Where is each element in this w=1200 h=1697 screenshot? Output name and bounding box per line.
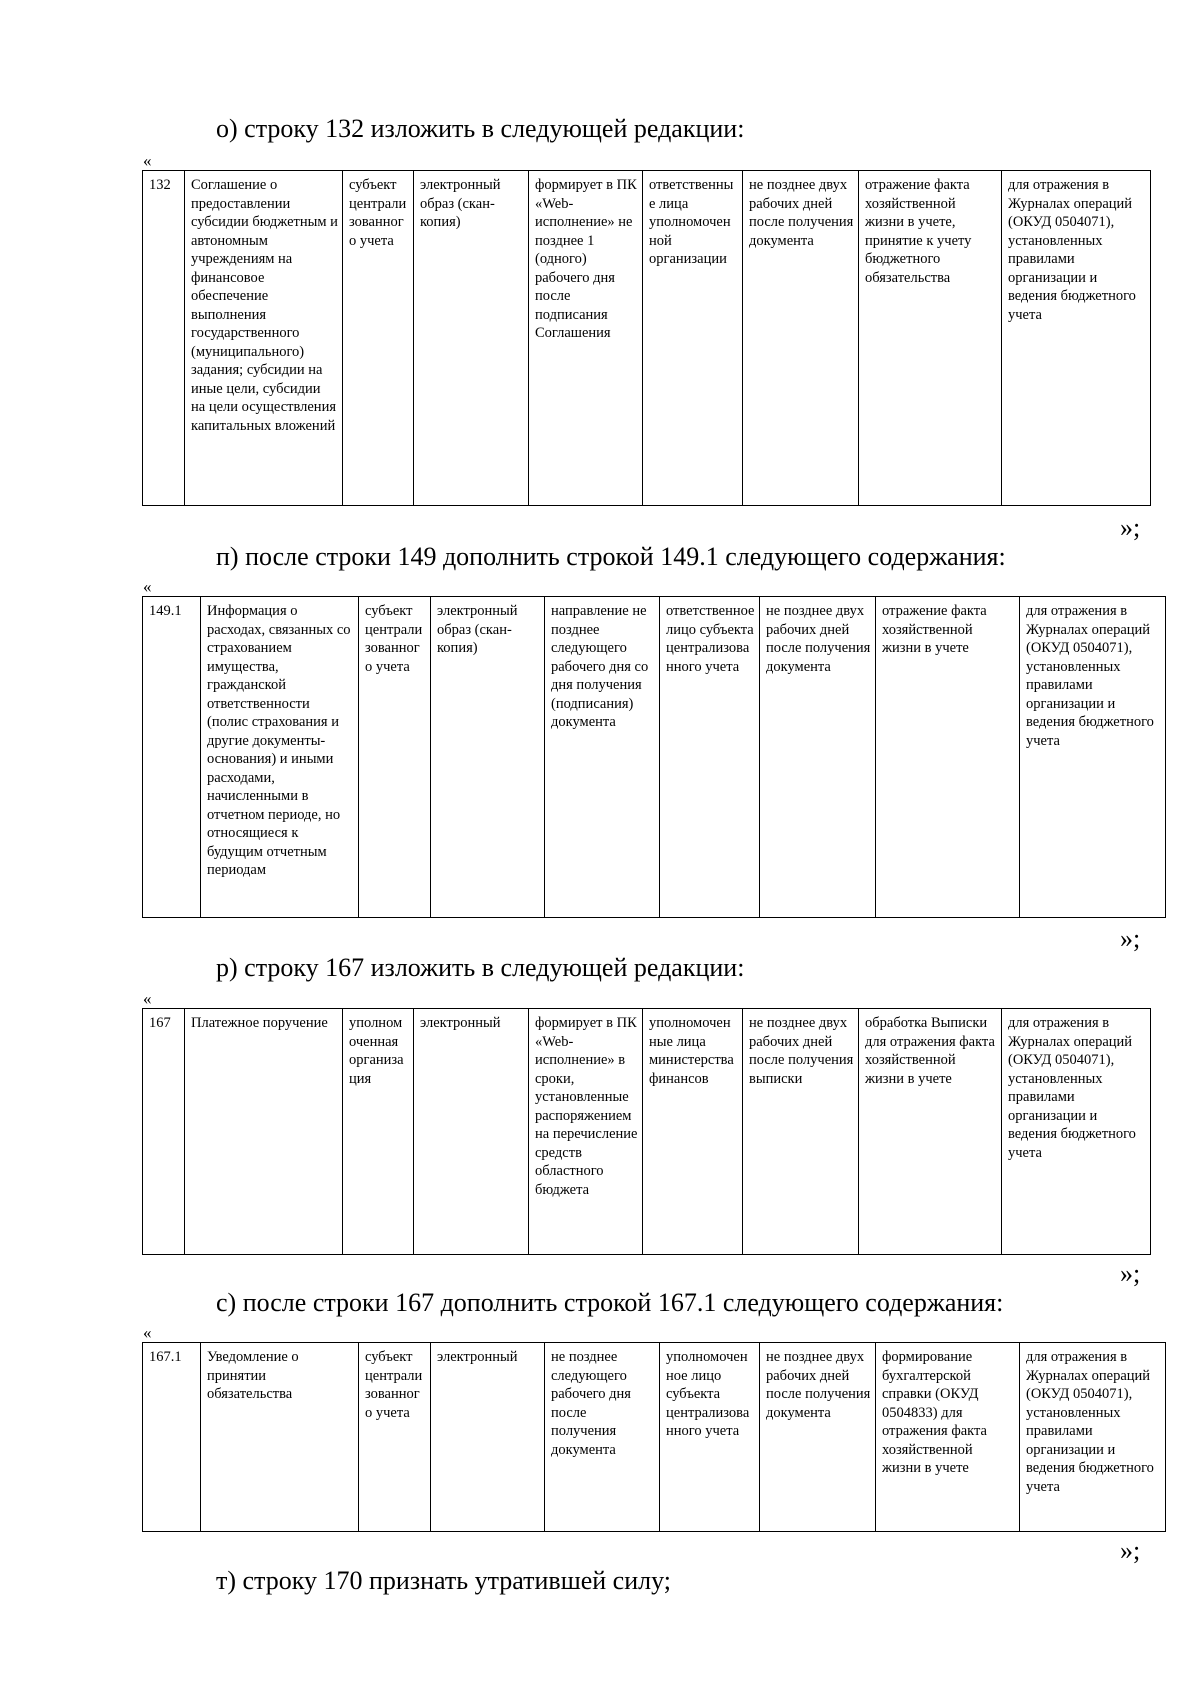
table-row [143,1343,1166,1532]
item-heading: п) после строки 149 дополнить строкой 149.1 следующего содержания: [216,542,1006,571]
document-name-cell: Платежное поручение [185,1009,343,1255]
processing-term-cell: не позднее двух рабочих дней после получения выписки [743,1009,859,1255]
document-name-cell: Уведомление о принятии обязательства [201,1343,359,1532]
format-cell: электронный образ (скан-копия) [414,171,529,506]
format-cell: электронный образ (скан-копия) [431,597,545,918]
processing-term-cell: не позднее двух рабочих дней после получения документа [743,171,859,506]
purpose-cell: для отражения в Журналах операций (ОКУД 0504071), установленных правилами организации и ведения бюджетного учета [1002,1009,1151,1255]
table-row [143,597,1166,918]
creator-cell: субъект централизованного учета [359,597,431,918]
final-line: т) строку 170 признать утратившей силу; [216,1566,671,1595]
document-name-cell: Соглашение о предоставлении субсидии бюджетным и автономным учреждениям на финансовое обеспечение выполнения государственного (муниципального) задания; субсидии на иные цели, субсидии на цели осуществления капитальных вложений [185,171,343,506]
closing-quote: »; [1120,513,1141,542]
creator-cell: уполномоченная организация [343,1009,414,1255]
deadline-cell: направление не позднее следующего рабочего дня со дня получения (подписания) документа [545,597,660,918]
action-cell: формирование бухгалтерской справки (ОКУД 0504833) для отражения факта хозяйственной жизни в учете [876,1343,1020,1532]
row-number-cell: 167.1 [143,1343,201,1532]
row-table [142,1342,1166,1532]
item-heading: с) после строки 167 дополнить строкой 167.1 следующего содержания: [216,1288,1004,1317]
deadline-cell: формирует в ПК «Web-исполнение» не позднее 1 (одного) рабочего дня после подписания Соглашения [529,171,643,506]
responsible-cell: ответственное лицо субъекта централизованного учета [660,597,760,918]
action-cell: отражение факта хозяйственной жизни в учете, принятие к учету бюджетного обязательства [859,171,1002,506]
row-table [142,1008,1151,1255]
purpose-cell: для отражения в Журналах операций (ОКУД 0504071), установленных правилами организации и ведения бюджетного учета [1020,597,1166,918]
deadline-cell: не позднее следующего рабочего дня после получения документа [545,1343,660,1532]
action-cell: обработка Выписки для отражения факта хозяйственной жизни в учете [859,1009,1002,1255]
purpose-cell: для отражения в Журналах операций (ОКУД 0504071), установленных правилами организации и ведения бюджетного учета [1020,1343,1166,1532]
responsible-cell: уполномоченное лицо субъекта централизованного учета [660,1343,760,1532]
row-number-cell: 167 [143,1009,185,1255]
closing-quote: »; [1120,924,1141,953]
processing-term-cell: не позднее двух рабочих дней после получения документа [760,1343,876,1532]
processing-term-cell: не позднее двух рабочих дней после получения документа [760,597,876,918]
opening-quote: « [143,1323,152,1342]
responsible-cell: уполномоченные лица министерства финансов [643,1009,743,1255]
responsible-cell: ответственные лица уполномоченной организации [643,171,743,506]
purpose-cell: для отражения в Журналах операций (ОКУД 0504071), установленных правилами организации и ведения бюджетного учета [1002,171,1151,506]
closing-quote: »; [1120,1259,1141,1288]
opening-quote: « [143,989,152,1008]
row-table [142,170,1151,506]
table-row [143,171,1151,506]
table-row [143,1009,1151,1255]
action-cell: отражение факта хозяйственной жизни в учете [876,597,1020,918]
document-name-cell: Информация о расходах, связанных со страхованием имущества, гражданской ответственности (полис страхования и другие документы-основания) и иными расходами, начисленными в отчетном периоде, но относящиеся к будущим отчетным периодам [201,597,359,918]
opening-quote: « [143,577,152,596]
row-number-cell: 149.1 [143,597,201,918]
closing-quote: »; [1120,1536,1141,1565]
item-heading: о) строку 132 изложить в следующей редакции: [216,114,745,143]
item-heading: р) строку 167 изложить в следующей редакции: [216,953,745,982]
format-cell: электронный [431,1343,545,1532]
row-table [142,596,1166,918]
format-cell: электронный [414,1009,529,1255]
creator-cell: субъект централизованного учета [343,171,414,506]
row-number-cell: 132 [143,171,185,506]
opening-quote: « [143,151,152,170]
deadline-cell: формирует в ПК «Web-исполнение» в сроки, установленные распоряжением на перечисление средств областного бюджета [529,1009,643,1255]
creator-cell: субъект централизованного учета [359,1343,431,1532]
